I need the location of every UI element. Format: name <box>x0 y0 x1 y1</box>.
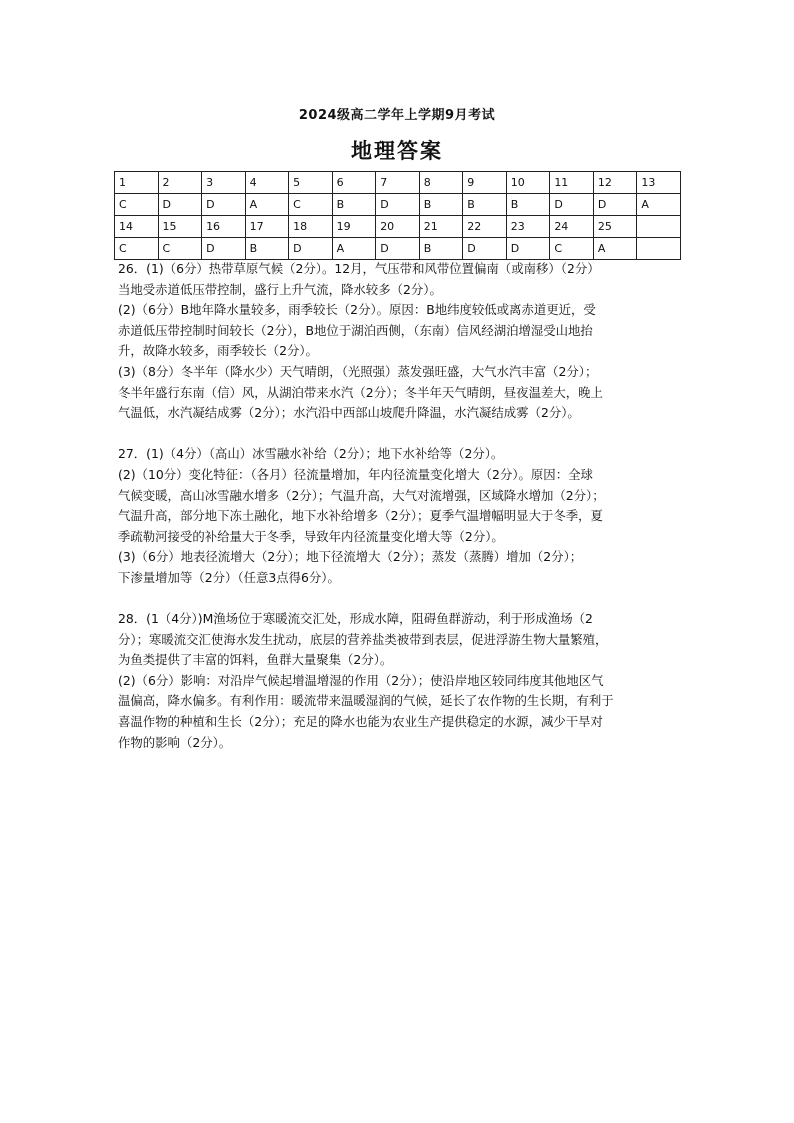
answer-line: 27．(1)（4分）（高山）冰雪融水补给（2分）；地下水补给等（2分）。 <box>118 446 504 462</box>
answer-line: 喜温作物的种植和生长（2分）；充足的降水也能为农业生产提供稳定的水源，减少干旱对 <box>118 714 603 730</box>
answer-line: 分）；寒暖流交汇使海水发生扰动，底层的营养盐类被带到表层，促进浮游生物大量繁殖， <box>118 631 608 647</box>
question-number-cell: 1 <box>115 172 159 194</box>
answer-letter-cell: B <box>245 238 289 260</box>
question-number-cell: 15 <box>158 216 202 238</box>
answer-line: 温偏高，降水偏多。有利作用：暖流带来温暖湿润的气候，延长了农作物的生长期，有利于 <box>118 693 614 709</box>
answer-letter-cell: D <box>376 238 420 260</box>
answer-letter-cell: D <box>376 194 420 216</box>
answer-letter-cell: C <box>550 238 594 260</box>
answer-line: 气温升高，部分地下冻土融化，地下水补给增多（2分）；夏季气温增幅明显大于冬季，夏 <box>118 508 603 524</box>
answer-letter-cell <box>637 238 681 260</box>
question-number-cell: 18 <box>289 216 333 238</box>
answer-letter-cell: D <box>158 194 202 216</box>
answer-letter-cell: B <box>419 194 463 216</box>
answer-letter-cell: B <box>463 194 507 216</box>
question-block <box>118 259 688 424</box>
question-number-cell: 21 <box>419 216 463 238</box>
answer-line: 气温低，水汽凝结成雾（2分）；水汽沿中西部山坡爬升降温，水汽凝结成雾（2分）。 <box>118 405 580 421</box>
answer-line: 28．(1（4分）)M渔场位于寒暖流交汇处，形成水障，阻碍鱼群游动，利于形成渔场（2 <box>118 611 593 627</box>
answer-line: 冬半年盛行东南（信）风，从湖泊带来水汽（2分）；冬半年天气晴朗，昼夜温差大，晚上 <box>118 384 603 400</box>
answer-letter-cell: C <box>115 194 159 216</box>
answer-line: 作物的影响（2分）。 <box>118 734 232 750</box>
question-number-cell: 12 <box>593 172 637 194</box>
answer-line: (3)（6分）地表径流增大（2分）；地下径流增大（2分）；蒸发（蒸腾）增加（2分）； <box>118 549 583 565</box>
question-spacer <box>118 589 688 610</box>
answer-line: 赤道低压带控制时间较长（2分），B地位于湖泊西侧，（东南）信风经湖泊增湿受山地抬 <box>118 322 593 338</box>
answer-line: 气候变暖，高山冰雪融水增多（2分）；气温升高，大气对流增强，区域降水增加（2分）； <box>118 487 605 503</box>
question-number-cell: 14 <box>115 216 159 238</box>
question-number-cell: 20 <box>376 216 420 238</box>
question-number-cell: 7 <box>376 172 420 194</box>
question-number-cell: 22 <box>463 216 507 238</box>
question-number-cell: 25 <box>593 216 637 238</box>
question-number-cell <box>637 216 681 238</box>
answer-line: 当地受赤道低压带控制，盛行上升气流，降水较多（2分）。 <box>118 281 442 297</box>
question-number-row <box>115 216 681 238</box>
answer-letter-cell: D <box>550 194 594 216</box>
answer-line: 下渗量增加等（2分）（任意3点得6分）。 <box>118 569 340 585</box>
answer-letter-row <box>115 238 681 260</box>
question-number-row <box>115 172 681 194</box>
answer-letter-cell: D <box>289 238 333 260</box>
question-spacer <box>118 424 688 445</box>
question-number-cell: 24 <box>550 216 594 238</box>
answer-letter-cell: D <box>202 238 246 260</box>
question-number-cell: 13 <box>637 172 681 194</box>
question-number-cell: 8 <box>419 172 463 194</box>
written-answers <box>118 259 688 753</box>
answer-letter-cell: A <box>637 194 681 216</box>
question-number-cell: 5 <box>289 172 333 194</box>
answer-line: (2)（6分）B地年降水量较多，雨季较长（2分）。原因：B地纬度较低或离赤道更近，受 <box>118 302 596 318</box>
answer-letter-cell: A <box>245 194 289 216</box>
answer-letter-cell: C <box>158 238 202 260</box>
answer-line: (3)（8分）冬半年（降水少）天气晴朗，（光照强）蒸发强旺盛，大气水汽丰富（2分）； <box>118 363 598 379</box>
answer-letter-row <box>115 194 681 216</box>
answer-letter-cell: B <box>332 194 376 216</box>
question-number-cell: 2 <box>158 172 202 194</box>
answer-line: 26．(1)（6分）热带草原气候（2分）。12月，气压带和风带位置偏南（或南移）（2分） <box>118 261 600 276</box>
question-number-cell: 3 <box>202 172 246 194</box>
answer-letter-cell: A <box>332 238 376 260</box>
question-number-cell: 16 <box>202 216 246 238</box>
answer-letter-cell: D <box>593 194 637 216</box>
question-number-cell: 6 <box>332 172 376 194</box>
answer-letter-cell: D <box>463 238 507 260</box>
answer-letter-cell: B <box>506 194 550 216</box>
answer-key-table <box>114 171 681 260</box>
question-number-cell: 17 <box>245 216 289 238</box>
answer-letter-cell: C <box>115 238 159 260</box>
answer-line: 升，故降水较多，雨季较长（2分）。 <box>118 343 318 359</box>
question-number-cell: 9 <box>463 172 507 194</box>
answer-letter-cell: D <box>202 194 246 216</box>
answer-letter-cell: C <box>289 194 333 216</box>
question-number-cell: 4 <box>245 172 289 194</box>
question-number-cell: 11 <box>550 172 594 194</box>
question-number-cell: 10 <box>506 172 550 194</box>
answer-letter-cell: B <box>419 238 463 260</box>
subject-title: 地理答案 <box>351 138 443 163</box>
answer-line: 为鱼类提供了丰富的饵料，鱼群大量聚集（2分）。 <box>118 652 393 668</box>
answer-letter-cell: D <box>506 238 550 260</box>
question-block <box>118 444 688 588</box>
answer-letter-cell: A <box>593 238 637 260</box>
answer-line: (2)（6分）影响：对沿岸气候起增温增湿的作用（2分）；使沿岸地区较同纬度其他地区气 <box>118 672 604 688</box>
question-number-cell: 19 <box>332 216 376 238</box>
answer-line: (2)（10分）变化特征：（各月）径流量增加，年内径流量变化增大（2分）。原因：全球 <box>118 466 593 482</box>
exam-title: 2024级高二学年上学期9月考试 <box>298 108 496 123</box>
answer-line: 季疏勒河接受的补给量大于冬季，导致年内径流量变化增大等（2分）。 <box>118 528 504 544</box>
question-block <box>118 609 688 753</box>
question-number-cell: 23 <box>506 216 550 238</box>
